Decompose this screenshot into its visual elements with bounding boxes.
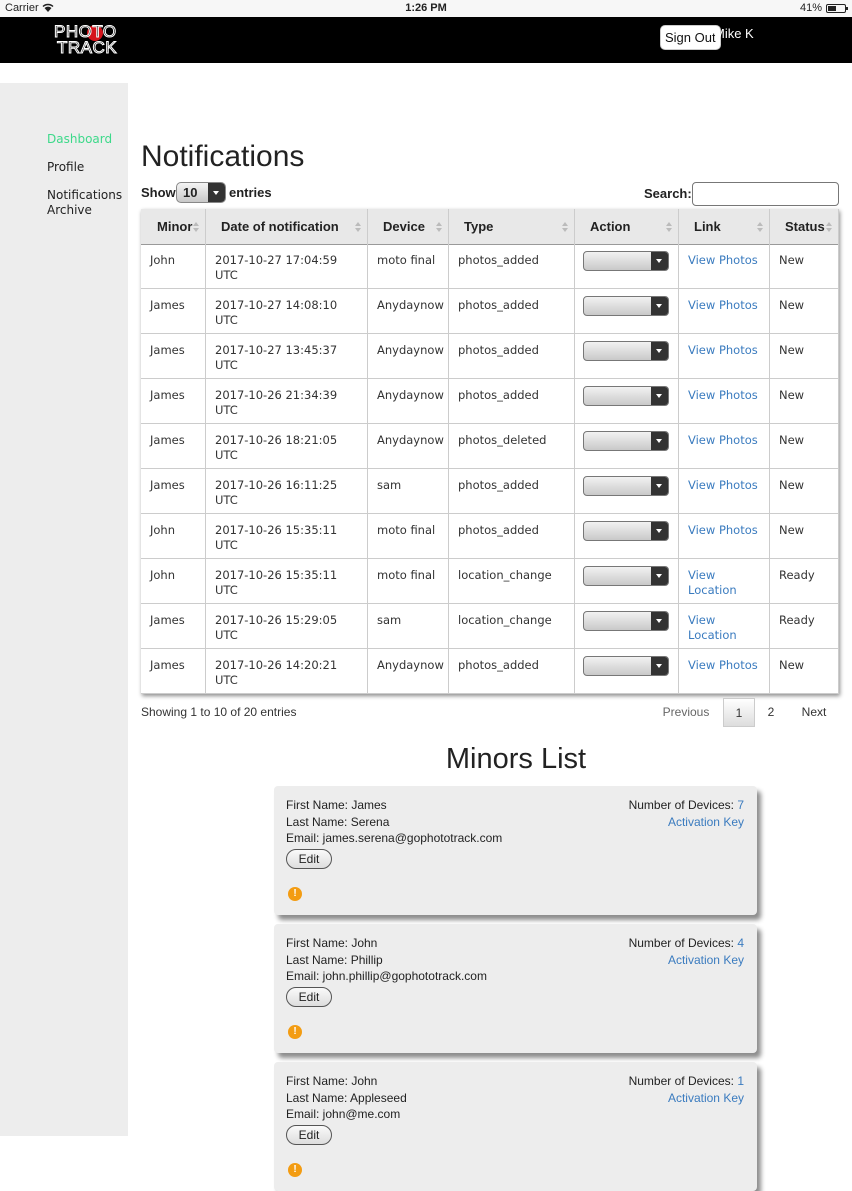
sort-icon <box>666 222 672 232</box>
sort-icon <box>826 222 832 232</box>
table-row <box>141 334 839 379</box>
last-name: Last Name: Appleseed <box>286 1091 407 1105</box>
minor-cell: James <box>141 604 206 649</box>
device-cell: sam <box>368 469 449 514</box>
status-cell: New <box>770 424 839 469</box>
clock: 1:26 PM <box>405 2 447 14</box>
status-cell: New <box>770 469 839 514</box>
page-length-control <box>141 185 272 200</box>
carrier-label: Carrier <box>5 2 39 14</box>
view-link[interactable]: View Photos <box>679 514 770 559</box>
chevron-down-icon <box>651 432 668 450</box>
show-label: Show <box>141 185 176 200</box>
date-cell: 2017-10-26 14:20:21 UTC <box>206 649 368 694</box>
pagination-page-1[interactable]: 1 <box>723 698 755 727</box>
page-size-select[interactable]: 10 <box>176 182 226 203</box>
chevron-down-icon <box>208 183 225 202</box>
warning-icon: ! <box>288 1163 302 1177</box>
battery-icon <box>826 4 846 13</box>
device-cell: Anydaynow <box>368 649 449 694</box>
view-link[interactable]: View Location <box>679 559 770 604</box>
devices-count-link[interactable]: 7 <box>737 798 744 812</box>
status-cell: New <box>770 334 839 379</box>
sidebar-item-profile[interactable]: Profile <box>47 160 85 174</box>
minor-cell: James <box>141 469 206 514</box>
date-cell: 2017-10-26 15:35:11 UTC <box>206 514 368 559</box>
number-of-devices: Number of Devices: 1 <box>628 1074 744 1088</box>
email: Email: john.phillip@gophototrack.com <box>286 969 487 983</box>
action-cell <box>575 334 679 379</box>
first-name: First Name: James <box>286 798 387 812</box>
action-select[interactable] <box>583 611 669 631</box>
sort-icon <box>355 222 361 232</box>
minor-cell: James <box>141 379 206 424</box>
sidebar-item-dashboard[interactable]: Dashboard <box>47 132 113 146</box>
sort-icon <box>562 222 568 232</box>
device-cell: sam <box>368 604 449 649</box>
view-link[interactable]: View Photos <box>679 649 770 694</box>
ios-status-bar <box>0 0 852 17</box>
type-cell: photos_added <box>449 514 575 559</box>
activation-key-link[interactable]: Activation Key <box>667 815 744 829</box>
sort-icon <box>436 222 442 232</box>
status-cell: New <box>770 289 839 334</box>
action-select[interactable] <box>583 431 669 451</box>
device-cell: Anydaynow <box>368 424 449 469</box>
status-cell: Ready <box>770 604 839 649</box>
minor-cell: James <box>141 649 206 694</box>
sign-out-button[interactable]: Sign Out <box>660 25 721 50</box>
number-of-devices: Number of Devices: 4 <box>628 936 744 950</box>
date-cell: 2017-10-26 18:21:05 UTC <box>206 424 368 469</box>
edit-button[interactable]: Edit <box>286 849 332 869</box>
warning-icon: ! <box>288 887 302 901</box>
edit-button[interactable]: Edit <box>286 1125 332 1145</box>
top-navbar <box>0 17 852 63</box>
action-cell <box>575 604 679 649</box>
number-of-devices: Number of Devices: 7 <box>628 798 744 812</box>
activation-key-link[interactable]: Activation Key <box>667 1091 744 1105</box>
pagination-next[interactable]: Next <box>801 705 827 719</box>
type-cell: photos_added <box>449 379 575 424</box>
view-link[interactable]: View Photos <box>679 379 770 424</box>
chevron-down-icon <box>651 567 668 585</box>
minor-cell: James <box>141 289 206 334</box>
last-name: Last Name: Serena <box>286 815 390 829</box>
action-cell <box>575 469 679 514</box>
action-select[interactable] <box>583 386 669 406</box>
chevron-down-icon <box>651 657 668 675</box>
action-cell <box>575 244 679 289</box>
action-select[interactable] <box>583 476 669 496</box>
type-cell: photos_deleted <box>449 424 575 469</box>
chevron-down-icon <box>651 522 668 540</box>
view-link[interactable]: View Photos <box>679 244 770 289</box>
action-select[interactable] <box>583 341 669 361</box>
activation-key-link[interactable]: Activation Key <box>667 953 744 967</box>
view-link[interactable]: View Photos <box>679 469 770 514</box>
date-cell: 2017-10-26 15:35:11 UTC <box>206 559 368 604</box>
minors-list-title: Minors List <box>445 743 587 775</box>
view-link[interactable]: View Photos <box>679 289 770 334</box>
notifications-table <box>141 209 839 694</box>
action-select[interactable] <box>583 656 669 676</box>
chevron-down-icon <box>651 612 668 630</box>
type-cell: photos_added <box>449 469 575 514</box>
device-cell: moto final <box>368 559 449 604</box>
action-select[interactable] <box>583 566 669 586</box>
search-input[interactable] <box>692 182 839 206</box>
table-row <box>141 289 839 334</box>
minor-cell: John <box>141 514 206 559</box>
view-link[interactable]: View Photos <box>679 424 770 469</box>
table-row <box>141 379 839 424</box>
pagination-previous[interactable]: Previous <box>662 705 710 719</box>
action-cell <box>575 514 679 559</box>
minor-card <box>274 1062 757 1191</box>
action-select[interactable] <box>583 521 669 541</box>
table-row <box>141 424 839 469</box>
sidebar-item-notifications-archive[interactable]: Notifications Archive <box>47 188 123 217</box>
edit-button[interactable]: Edit <box>286 987 332 1007</box>
column-header[interactable]: Device <box>368 209 449 245</box>
action-cell <box>575 559 679 604</box>
date-cell: 2017-10-26 21:34:39 UTC <box>206 379 368 424</box>
status-cell: New <box>770 649 839 694</box>
table-row <box>141 649 839 694</box>
type-cell: location_change <box>449 559 575 604</box>
search-label: Search: <box>644 186 692 201</box>
chevron-down-icon <box>651 297 668 315</box>
device-cell: Anydaynow <box>368 334 449 379</box>
table-row <box>141 604 839 649</box>
view-link[interactable]: View Location <box>679 604 770 649</box>
column-header[interactable]: Action <box>575 209 679 245</box>
last-name: Last Name: Phillip <box>286 953 383 967</box>
minor-cell: John <box>141 559 206 604</box>
date-cell: 2017-10-27 13:45:37 UTC <box>206 334 368 379</box>
minor-card <box>274 786 757 915</box>
minor-cell: James <box>141 424 206 469</box>
chevron-down-icon <box>651 387 668 405</box>
column-header[interactable]: Date of notification <box>206 209 368 245</box>
device-cell: moto final <box>368 514 449 559</box>
warning-icon: ! <box>288 1025 302 1039</box>
column-header[interactable]: Status <box>770 209 839 245</box>
type-cell: photos_added <box>449 244 575 289</box>
phototrack-logo[interactable]: PHOTO TRACK <box>54 22 118 57</box>
minor-cell: John <box>141 244 206 289</box>
sort-icon <box>193 222 199 232</box>
chevron-down-icon <box>651 342 668 360</box>
page-title: Notifications <box>141 140 305 173</box>
user-name: Mike K <box>714 26 754 41</box>
chevron-down-icon <box>651 252 668 270</box>
table-info: Showing 1 to 10 of 20 entries <box>141 705 297 719</box>
status-cell: New <box>770 514 839 559</box>
type-cell: photos_added <box>449 289 575 334</box>
action-cell <box>575 424 679 469</box>
action-cell <box>575 649 679 694</box>
date-cell: 2017-10-26 16:11:25 UTC <box>206 469 368 514</box>
chevron-down-icon <box>651 477 668 495</box>
status-cell: New <box>770 244 839 289</box>
device-cell: Anydaynow <box>368 379 449 424</box>
sidebar <box>0 83 128 1136</box>
pagination-page-2[interactable]: 2 <box>767 705 775 719</box>
sort-icon <box>757 222 763 232</box>
device-cell: moto final <box>368 244 449 289</box>
status-cell: Ready <box>770 559 839 604</box>
type-cell: photos_added <box>449 334 575 379</box>
minor-card <box>274 924 757 1053</box>
first-name: First Name: John <box>286 936 378 950</box>
table-row <box>141 469 839 514</box>
device-cell: Anydaynow <box>368 289 449 334</box>
view-link[interactable]: View Photos <box>679 334 770 379</box>
table-row <box>141 244 839 289</box>
column-header[interactable]: Type <box>449 209 575 245</box>
first-name: First Name: John <box>286 1074 378 1088</box>
date-cell: 2017-10-27 17:04:59 UTC <box>206 244 368 289</box>
action-cell <box>575 379 679 424</box>
entries-label: entries <box>229 185 272 200</box>
action-cell <box>575 289 679 334</box>
date-cell: 2017-10-26 15:29:05 UTC <box>206 604 368 649</box>
column-header[interactable]: Minor <box>141 209 206 245</box>
battery-percent: 41% <box>799 2 822 14</box>
date-cell: 2017-10-27 14:08:10 UTC <box>206 289 368 334</box>
column-header[interactable]: Link <box>679 209 770 245</box>
devices-count-link[interactable]: 4 <box>737 936 744 950</box>
email: Email: james.serena@gophototrack.com <box>286 831 503 845</box>
action-select[interactable] <box>583 296 669 316</box>
type-cell: photos_added <box>449 649 575 694</box>
table-row <box>141 559 839 604</box>
action-select[interactable] <box>583 251 669 271</box>
table-row <box>141 514 839 559</box>
devices-count-link[interactable]: 1 <box>737 1074 744 1088</box>
type-cell: location_change <box>449 604 575 649</box>
email: Email: john@me.com <box>286 1107 401 1121</box>
minor-cell: James <box>141 334 206 379</box>
status-cell: New <box>770 379 839 424</box>
